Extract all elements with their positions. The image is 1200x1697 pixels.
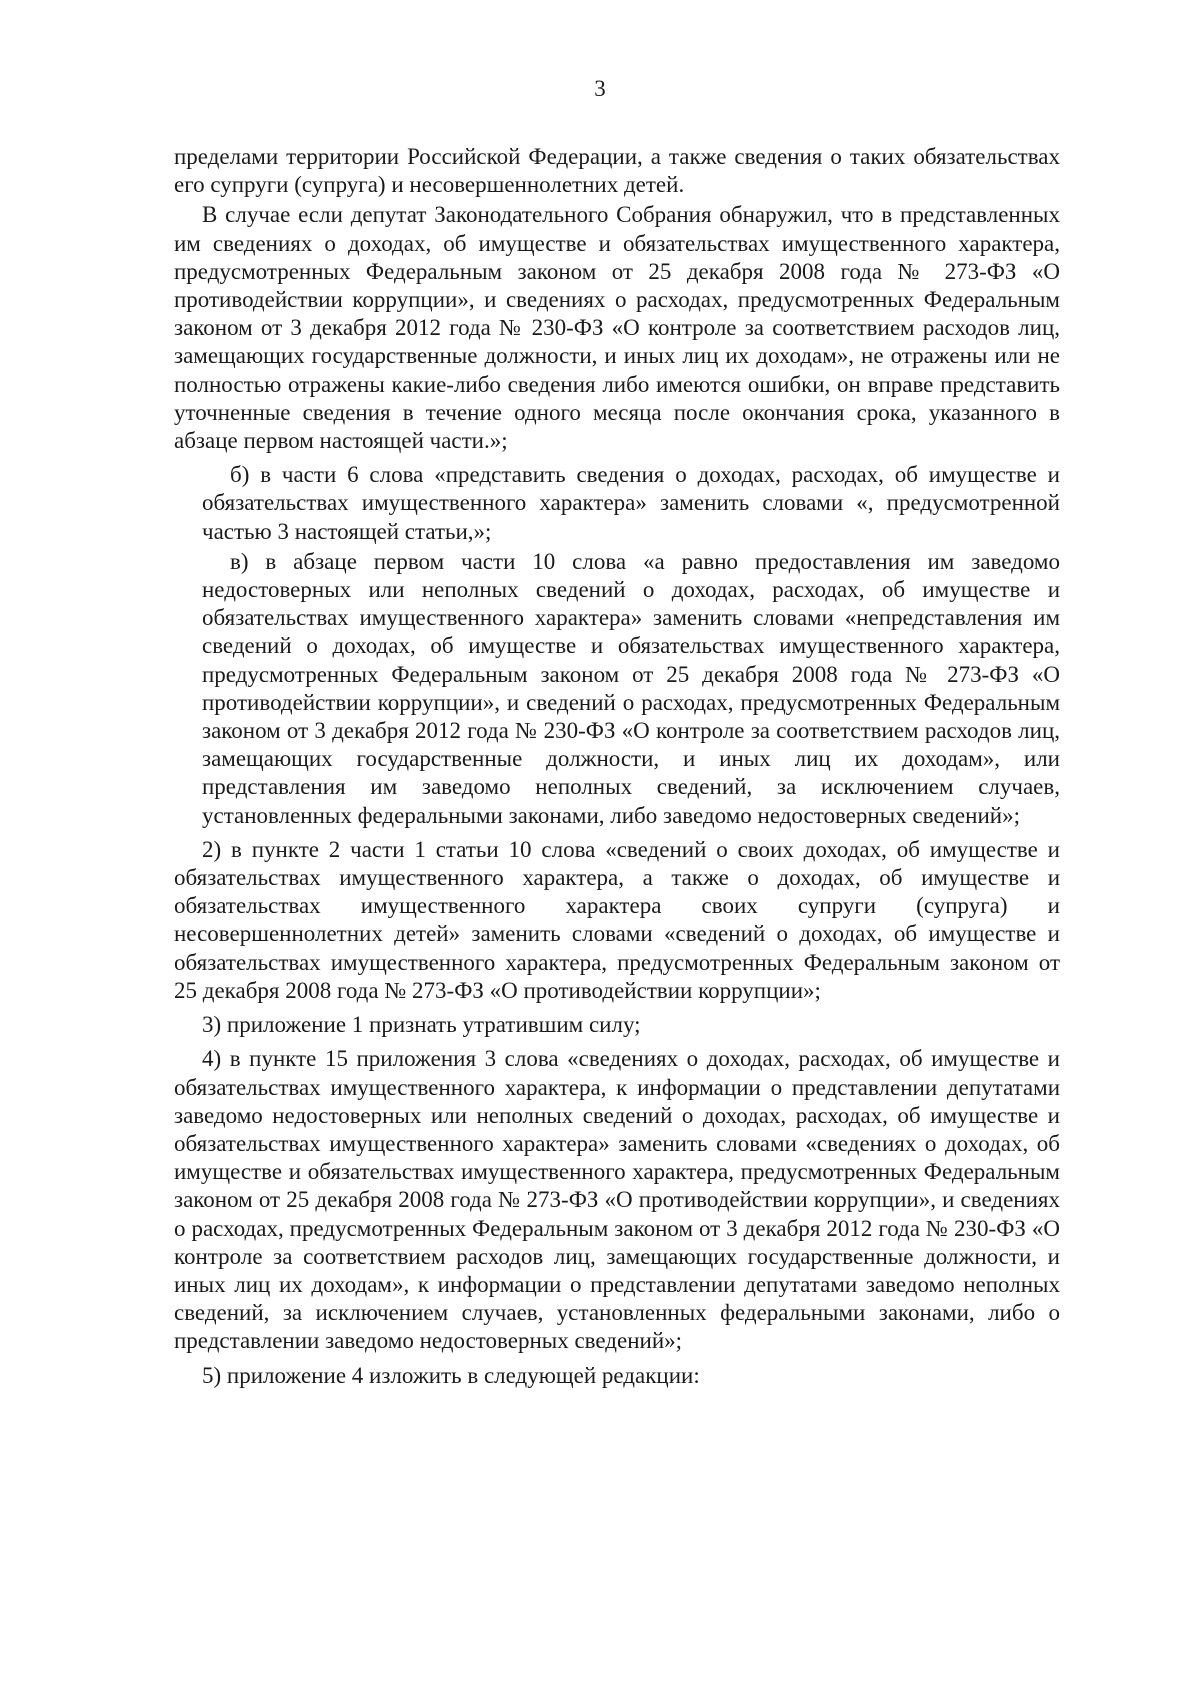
paragraph-item-b: б) в части 6 слова «представить сведения о доходах, расходах, об имуществе и обязательствах имущественного характера» заменить словами «, предусмотренной частью 3 настоящей статьи,»; [202, 462, 1060, 544]
paragraph-point-3: 3) приложение 1 признать утратившим силу; [202, 1012, 641, 1038]
paragraph-point-5: 5) приложение 4 изложить в следующей редакции: [202, 1362, 700, 1388]
paragraph-point-2: 2) в пункте 2 части 1 статьи 10 слова «сведений о своих доходах, об имуществе и обязательствах имущественного характера, а также о доходах, об имуществе и обязательствах имущественного характера своих супруги (супруга) и несовершеннолетних детей» заменить словами «сведений о доходах, об имуществе и обязательствах имущественного характера, предусмотренных Федеральным законом от 25 декабря 2008 года № 273-ФЗ «О противодействии коррупции»; [174, 836, 1060, 1003]
document-body [174, 143, 1060, 1396]
page-number: 3 [594, 76, 606, 101]
paragraph-continuation: пределами территории Российской Федерации, а также сведения о таких обязательствах его супруги (супруга) и несовершеннолетних детей. [174, 144, 1060, 198]
paragraph-deputy-clarification: В случае если депутат Законодательного Собрания обнаружил, что в представленных им сведениях о доходах, об имуществе и обязательствах имущественного характера, предусмотренных Федеральным законом от 25 декабря 2008 года № 273-ФЗ «О противодействии коррупции», и сведениях о расходах, предусмотренных Федеральным законом от 3 декабря 2012 года № 230-ФЗ «О контроле за соответствием расходов лиц, замещающих государственные должности, и иных лиц их доходам», не отражены или не полностью отражены какие-либо сведения либо имеются ошибки, он вправе представить уточненные сведения в течение одного месяца после окончания срока, указанного в абзаце первом настоящей части.»; [174, 202, 1060, 454]
paragraph-point-4: 4) в пункте 15 приложения 3 слова «сведениях о доходах, расходах, об имуществе и обязательствах имущественного характера, к информации о представлении депутатами заведомо недостоверных или неполных сведений о доходах, расходах, об имуществе и обязательствах имущественного характера» заменить словами «сведениях о доходах, об имуществе и обязательствах имущественного характера, предусмотренных Федеральным законом от 25 декабря 2008 года № 273-ФЗ «О противодействии коррупции», и сведениях о расходах, предусмотренных Федеральным законом от 3 декабря 2012 года № 230-ФЗ «О контроле за соответствием расходов лиц, замещающих государственные должности, и иных лиц их доходам», к информации о представлении депутатами заведомо неполных сведений, за исключением случаев, установленных федеральными законами, либо о представлении заведомо недостоверных сведений»; [174, 1046, 1060, 1354]
paragraph-item-v: в) в абзаце первом части 10 слова «а равно предоставления им заведомо недостоверных или неполных сведений о доходах, расходах, об имуществе и обязательствах имущественного характера» заменить словами «непредставления им сведений о доходах, об имуществе и обязательствах имущественного характера, предусмотренных Федеральным законом от 25 декабря 2008 года № 273-ФЗ «О противодействии коррупции», и сведений о расходах, предусмотренных Федеральным законом от 3 декабря 2012 года № 230-ФЗ «О контроле за соответствием расходов лиц, замещающих государственные должности, и иных лиц их доходам», или представления им заведомо неполных сведений, за исключением случаев, установленных федеральными законами, либо заведомо недостоверных сведений»; [202, 548, 1060, 828]
